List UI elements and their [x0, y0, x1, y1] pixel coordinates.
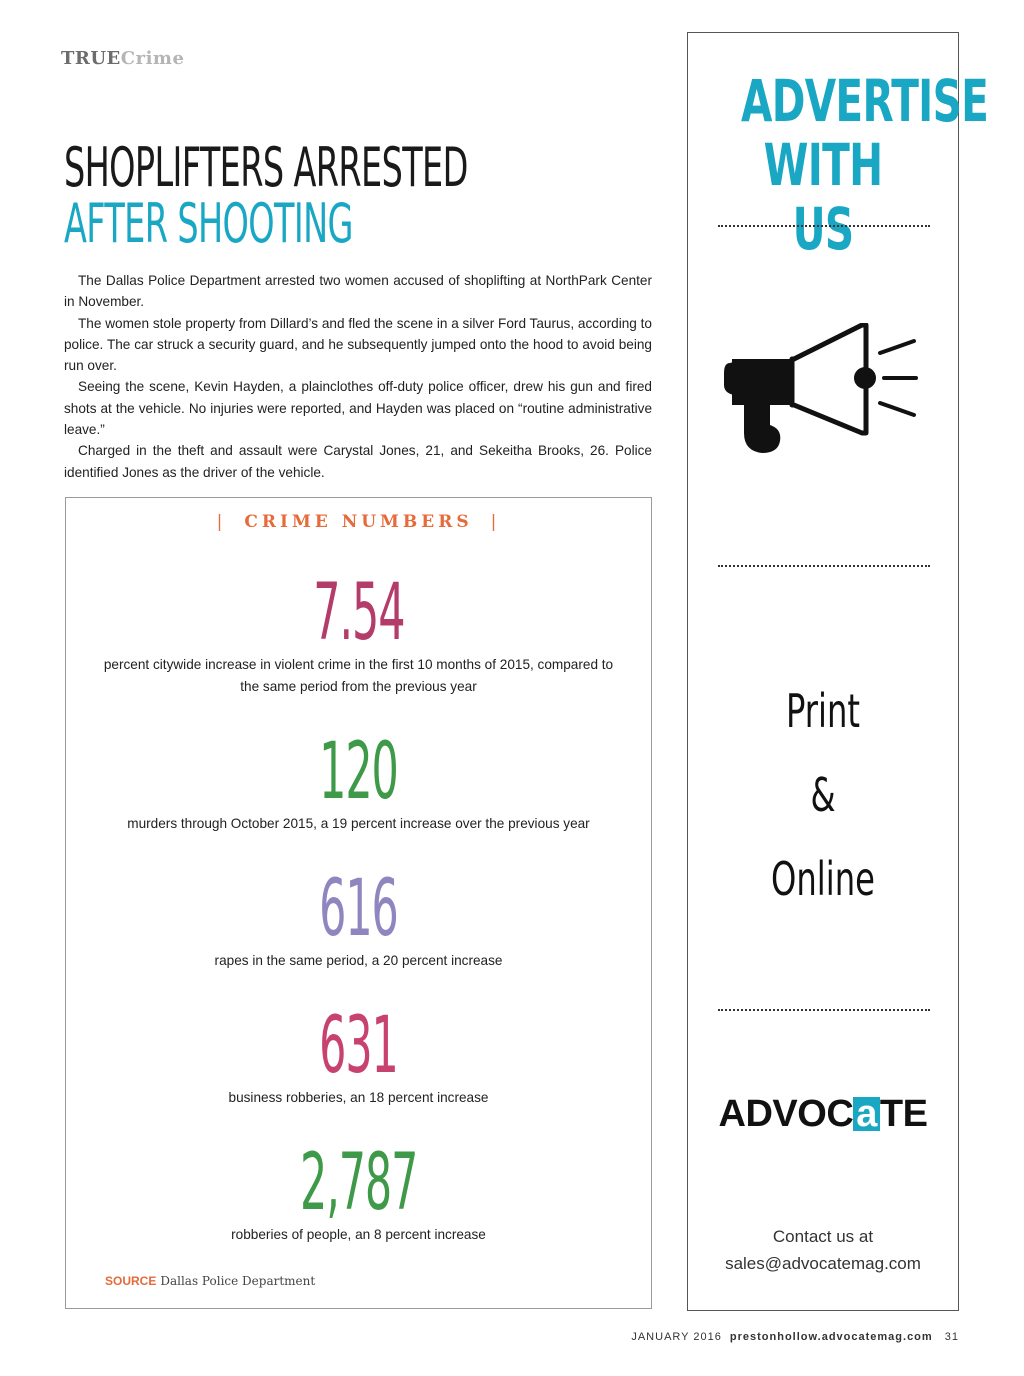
stat-value: 616 [319, 864, 398, 954]
advocate-logo [688, 1093, 958, 1136]
page-number: 31 [944, 1331, 959, 1343]
source-line [105, 1274, 315, 1288]
stat-description: percent citywide increase in violent crime in the first 10 months of 2015, compared to the same period from the previous year [103, 657, 614, 694]
contact-label: Contact us at [772, 1227, 874, 1246]
page-footer [631, 1331, 959, 1343]
advertise-title [688, 67, 989, 263]
footer-date: JANUARY 2016 [631, 1331, 722, 1343]
footer-site-link[interactable]: prestonhollow.advocatemag.com [729, 1331, 933, 1343]
advertise-title-line2: WITH US [763, 131, 883, 263]
crime-numbers-header [66, 512, 651, 532]
advertise-box[interactable] [687, 32, 989, 1311]
stat-murders [66, 727, 651, 835]
header-bar-right: | [490, 512, 501, 532]
logo-text-pre: ADVOC [718, 1093, 854, 1135]
stat-business-robberies [66, 1001, 651, 1109]
logo-a-mark: a [853, 1097, 880, 1131]
article-paragraph: Seeing the scene, Kevin Hayden, a plainclothes off-duty police officer, drew his gun and fired shots at the vehicle. No injuries were reported, and Hayden was placed on “routine administrative leave.” [64, 379, 652, 438]
headline-line2: AFTER SHOOTING [64, 192, 353, 255]
article-body [64, 270, 652, 483]
headline-line1: SHOPLIFTERS ARRESTED [64, 136, 468, 199]
dotted-divider [718, 1009, 930, 1011]
section-tag-crime: Crime [120, 48, 185, 69]
contact-email-link[interactable]: sales@advocatemag.com [725, 1254, 921, 1273]
stat-description: robberies of people, an 8 percent increase [231, 1227, 486, 1242]
megaphone-icon [722, 323, 922, 468]
source-text: Dallas Police Department [160, 1274, 316, 1288]
stat-value: 120 [319, 727, 398, 817]
stat-violent-crime [66, 568, 651, 697]
crime-numbers-box [65, 497, 652, 1309]
stat-value: 631 [319, 1001, 398, 1091]
online-label: Online [771, 852, 875, 906]
crime-numbers-title: CRIME NUMBERS [244, 512, 473, 532]
ampersand-label: & [810, 768, 836, 822]
section-tag [61, 48, 184, 69]
print-label: Print [785, 684, 861, 738]
stat-description: rapes in the same period, a 20 percent increase [214, 953, 503, 968]
dotted-divider [718, 565, 930, 567]
article-paragraph: The Dallas Police Department arrested two women accused of shoplifting at NorthPark Center in November. [64, 273, 652, 310]
advertise-title-line1: ADVERTISE [740, 67, 989, 135]
stat-value: 2,787 [299, 1138, 418, 1228]
article-paragraph: Charged in the theft and assault were Carystal Jones, 21, and Sekeitha Brooks, 26. Police identified Jones as the driver of the vehicle. [64, 443, 652, 480]
stat-value: 7.54 [312, 568, 405, 658]
stat-rapes [66, 864, 651, 972]
logo-text-post: TE [879, 1093, 928, 1135]
header-bar-left: | [216, 512, 227, 532]
headline [64, 136, 468, 255]
dotted-divider [718, 225, 930, 227]
section-tag-true: TRUE [61, 48, 121, 69]
stat-description: business robberies, an 18 percent increase [228, 1090, 489, 1105]
stat-robberies-people [66, 1138, 651, 1246]
source-label: SOURCE [105, 1274, 157, 1288]
article-paragraph: The women stole property from Dillard’s and fled the scene in a silver Ford Taurus, according to police. The car struck a security guard, and he subsequently jumped onto the hood to avoid being run over. [64, 315, 652, 374]
stat-description: murders through October 2015, a 19 percent increase over the previous year [127, 816, 590, 831]
print-online-text [688, 669, 958, 921]
contact-info [688, 1223, 958, 1277]
